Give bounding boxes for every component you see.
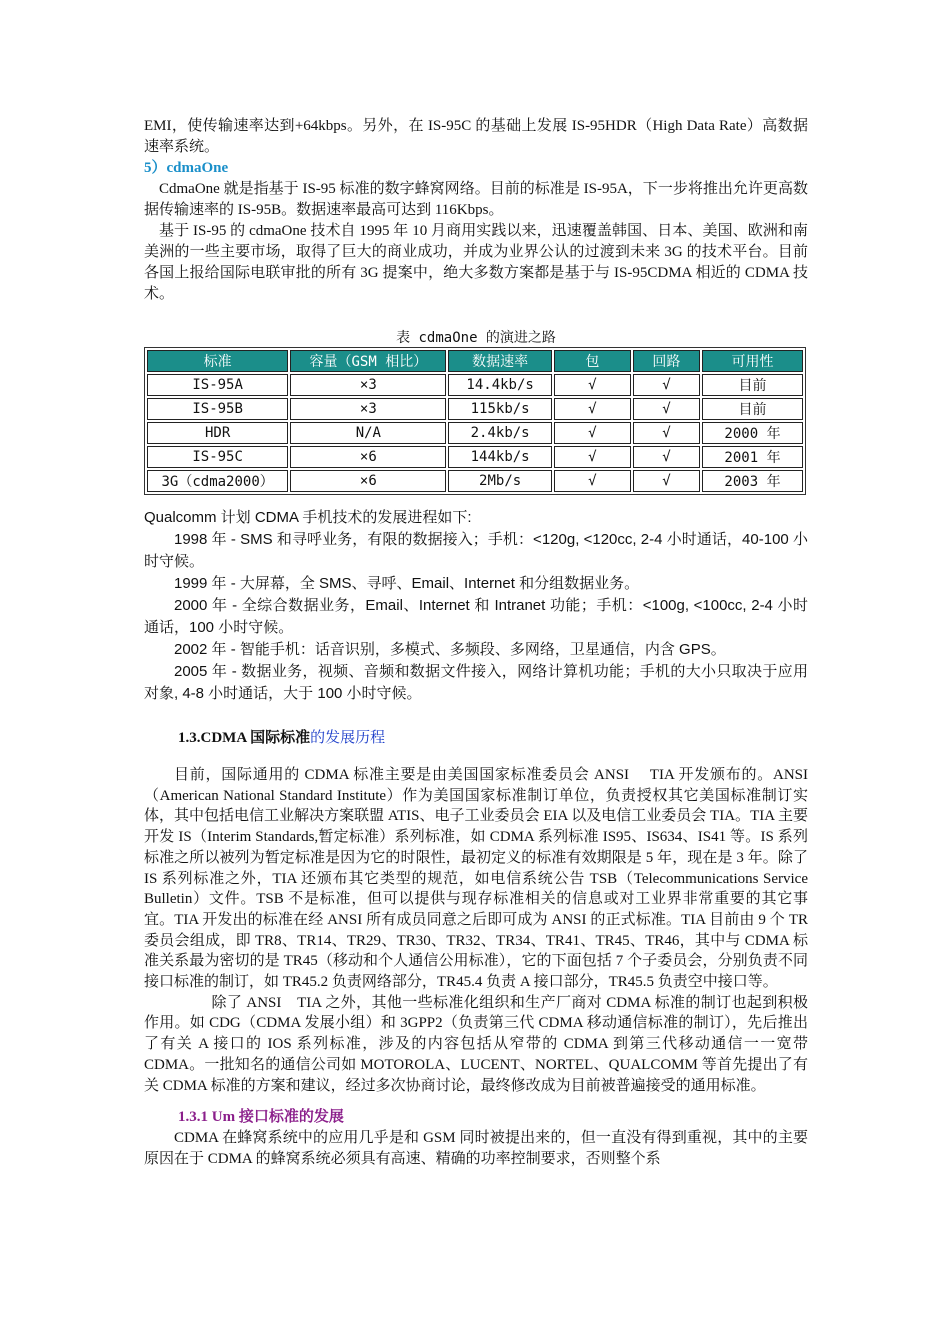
cell-data-rate: 14.4kb/s [448, 374, 551, 396]
table-row [147, 398, 803, 420]
table-header-row [147, 350, 803, 372]
cell-data-rate: 115kb/s [448, 398, 551, 420]
cell-availability: 目前 [702, 374, 803, 396]
section-1-3-1-paragraph-1: CDMA 在蜂窝系统中的应用几乎是和 GSM 同时被提出来的，但一直没有得到重视，其中的主要原因在于 CDMA 的蜂窝系统必须具有高速、精确的功率控制要求，否则整个系 [144, 1130, 808, 1168]
cell-circuit: √ [633, 374, 700, 396]
qualcomm-plan [144, 507, 808, 705]
cell-availability: 2003 年 [702, 470, 803, 492]
table-row [147, 446, 803, 468]
header-packet: 包 [554, 350, 631, 372]
plan-item-2000: 2000 年 - 全综合数据业务，Email、Internet 和 Intranet 功能；手机：<100g, <100cc, 2-4 小时通话，100 小时守候。 [144, 597, 808, 636]
section-1-3-heading-link: 的发展历程 [310, 730, 386, 746]
cell-packet: √ [554, 470, 631, 492]
cell-availability: 2001 年 [702, 446, 803, 468]
header-circuit: 回路 [633, 350, 700, 372]
cell-packet: √ [554, 446, 631, 468]
header-capacity: 容量（GSM 相比） [290, 350, 446, 372]
cell-packet: √ [554, 422, 631, 444]
cell-standard: 3G（cdma2000） [147, 470, 288, 492]
paragraph-emi: EMI，使传输速率达到+64kbps。另外，在 IS-95C 的基础上发展 IS-95HDR（High Data Rate）高数据速率系统。 [144, 118, 808, 155]
header-availability: 可用性 [702, 350, 803, 372]
cell-packet: √ [554, 374, 631, 396]
table-caption: 表 cdmaOne 的演进之路 [396, 330, 556, 346]
cell-standard: IS-95B [147, 398, 288, 420]
cell-standard: HDR [147, 422, 288, 444]
plan-item-1998: 1998 年 - SMS 和寻呼业务，有限的数据接入；手机：<120g, <120cc, 2-4 小时通话，40-100 小时守候。 [144, 531, 808, 570]
table-row [147, 374, 803, 396]
plan-item-2002: 2002 年 - 智能手机：话音识别，多模式、多频段、多网络，卫星通信，内含 GPS。 [174, 641, 726, 658]
section-1-3-heading-bold: 1.3.CDMA 国际标准 [178, 730, 311, 746]
plan-item-2005: 2005 年 - 数据业务，视频、音频和数据文件接入，网络计算机功能；手机的大小只取决于应用对象, 4-8 小时通话，大于 100 小时守候。 [144, 663, 808, 702]
cell-capacity: ×6 [290, 470, 446, 492]
cell-capacity: N/A [290, 422, 446, 444]
section-1-3-body [144, 765, 808, 1096]
section-1-3-paragraph-1: 目前，国际通用的 CDMA 标准主要是由美国国家标准委员会 ANSI TIA 开发颁布的。ANSI（American National Standard Institute）作为美国国家标准制订单位，负责授权其它美国标准制订实体，其中包括电信工业解决方案联盟 ATIS、电子工业委员会 EIA 以及电信工业委员会 TIA。TIA 主要开发 IS（Interim Standards,暂定标准）系列标准，如 CDMA 系列标准 IS95、IS634、IS41 等。IS 系列标准之所以被列为暂定标准是因为它的时限性，最初定义的标准有效期限是 5 年，现在是 3 年。除了 IS 系列标准之外，TIA 还颁布其它类型的规范，如电信系统公告 TSB（Telecommunications Service Bulletin）文件。TSB 不是标准，但可以提供与现存标准相关的信息或对工业界非常重要的其它事宜。TIA 开发出的标准在经 ANSI 所有成员同意之后即可成为 ANSI 的正式标准。TIA 目前由 9 个 TR 委员会组成，即 TR8、TR14、TR29、TR30、TR32、TR34、TR41、TR45、TR46，其中与 CDMA 标准关系最为密切的是 TR45（移动和个人通信公用标准），它的下面包括 7 个子委员会，分别负责不同接口标准的制订，如 TR45.2 负责网络部分，TR45.4 负责 A 接口部分，TR45.5 负责空中接口等。 [144, 767, 808, 991]
section-1-3-1-heading: 1.3.1 Um 接口标准的发展 [178, 1109, 344, 1126]
cell-circuit: √ [633, 422, 700, 444]
cell-standard: IS-95A [147, 374, 288, 396]
section-5-heading: 5）cdmaOne [144, 160, 229, 176]
document-page [144, 116, 808, 1170]
cell-data-rate: 2.4kb/s [448, 422, 551, 444]
cell-circuit: √ [633, 470, 700, 492]
cell-circuit: √ [633, 398, 700, 420]
section-1-3-heading [144, 727, 808, 749]
cell-capacity: ×3 [290, 374, 446, 396]
section-5-paragraph-1: CdmaOne 就是指基于 IS-95 标准的数字蜂窝网络。目前的标准是 IS-95A，下一步将推出允许更高数据传输速率的 IS-95B。数据速率最高可达到 116Kbps。 [144, 181, 808, 218]
table-row [147, 422, 803, 444]
header-data-rate: 数据速率 [448, 350, 551, 372]
table-row [147, 470, 803, 492]
header-standard: 标准 [147, 350, 288, 372]
cell-packet: √ [554, 398, 631, 420]
plan-intro: Qualcomm 计划 CDMA 手机技术的发展进程如下: [144, 509, 472, 526]
cell-standard: IS-95C [147, 446, 288, 468]
cell-circuit: √ [633, 446, 700, 468]
cell-availability: 目前 [702, 398, 803, 420]
cell-availability: 2000 年 [702, 422, 803, 444]
cell-data-rate: 144kb/s [448, 446, 551, 468]
cell-data-rate: 2Mb/s [448, 470, 551, 492]
plan-item-1999: 1999 年 - 大屏幕，全 SMS、寻呼、Email、Internet 和分组数据业务。 [174, 575, 640, 592]
cdmaone-evolution-table [144, 347, 806, 495]
section-1-3-paragraph-2: 除了 ANSI TIA 之外，其他一些标准化组织和生产厂商对 CDMA 标准的制订也起到积极作用。如 CDG（CDMA 发展小组）和 3GPP2（负责第三代 CDMA 移动通信标准的制订），先后推出了有关 A 接口的 IOS 系列标准，涉及的内容包括从窄带的 CDMA 到第三代移动通信一一宽带 CDMA。一批知名的通信公司如 MOTOROLA、LUCENT、NORTEL、QUALCOMM 等首先提出了有关 CDMA 标准的方案和建议，经过多次协商讨论，最终修改成为目前被普遍接受的通用标准。 [144, 994, 808, 1094]
section-5-paragraph-2: 基于 IS-95 的 cdmaOne 技术自 1995 年 10 月商用实践以来，迅速覆盖韩国、日本、美国、欧洲和南美洲的一些主要市场，取得了巨大的商业成功，并成为业界公认的过渡到未来 3G 的技术平台。目前各国上报给国际电联审批的所有 3G 提案中，绝大多数方案都是基于与 IS-95CDMA 相近的 CDMA 技术。 [144, 223, 808, 302]
cell-capacity: ×6 [290, 446, 446, 468]
cell-capacity: ×3 [290, 398, 446, 420]
